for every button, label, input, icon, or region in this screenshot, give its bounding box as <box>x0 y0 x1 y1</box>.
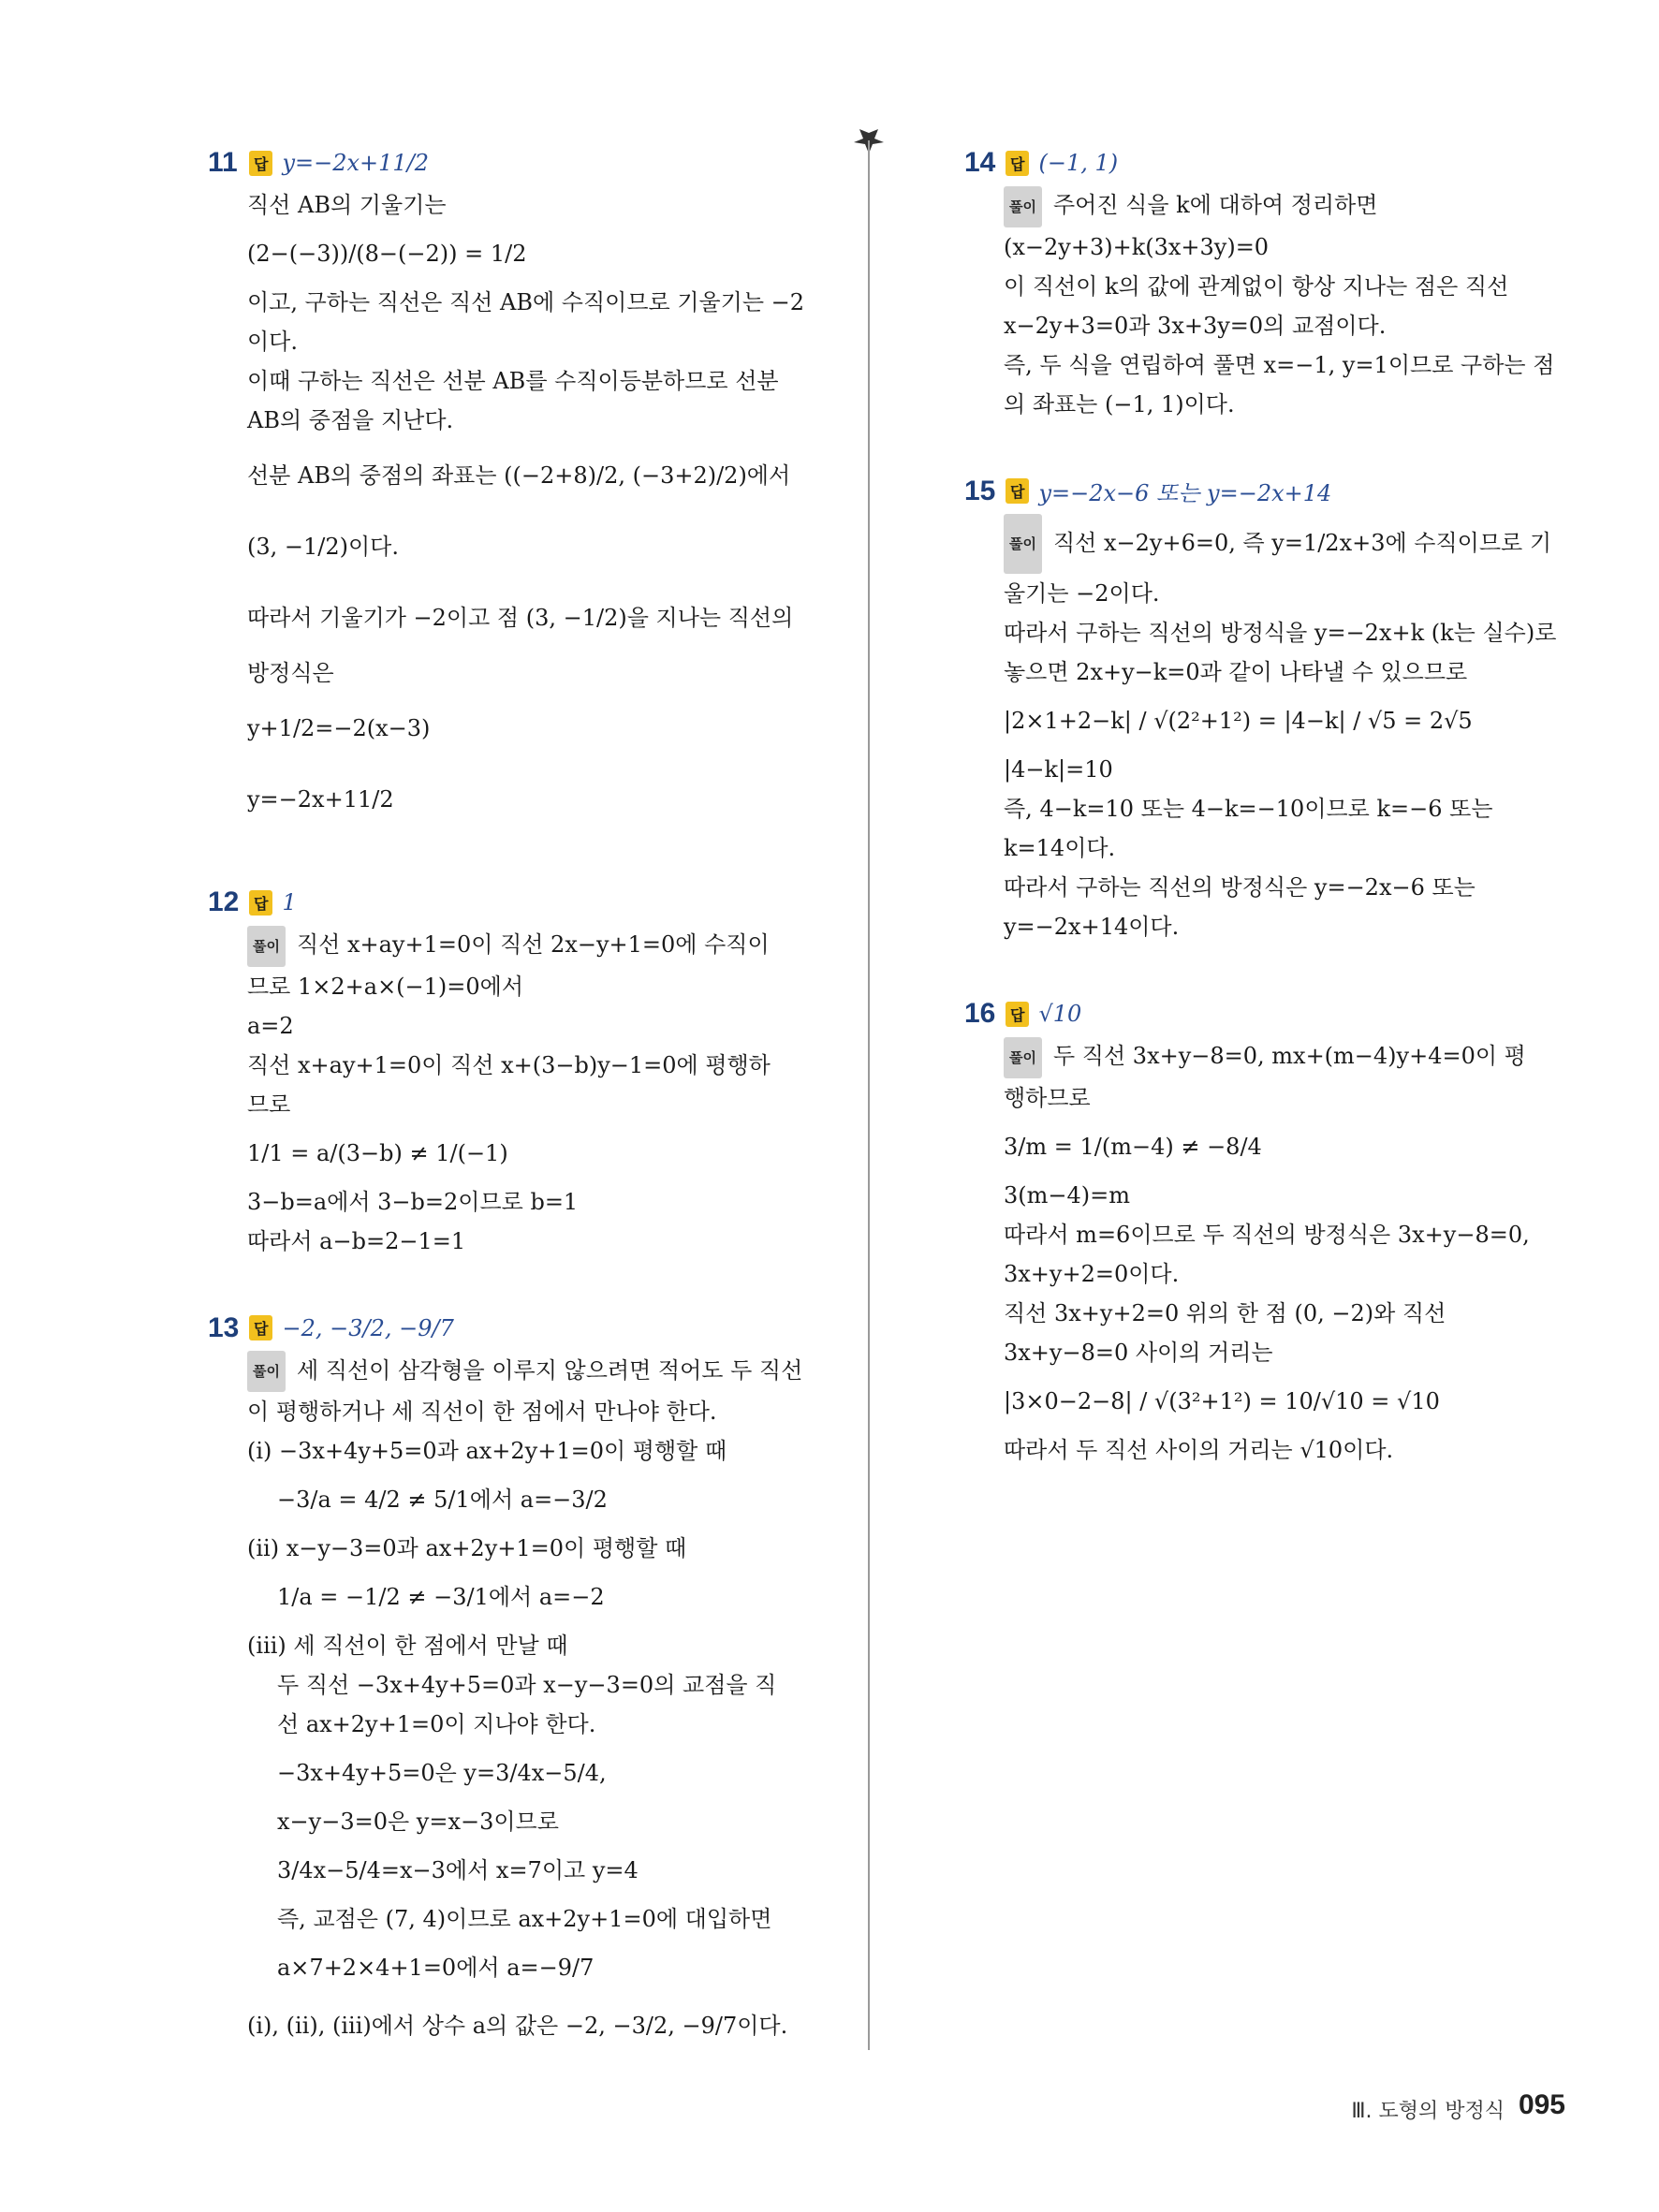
solution-line: 이 평행하거나 세 직선이 한 점에서 만나야 한다. <box>247 1399 717 1425</box>
page-number: 095 <box>1518 2089 1565 2120</box>
solution-line: (ⅲ) 세 직선이 한 점에서 만날 때 <box>247 1633 568 1659</box>
solution-line <box>1004 185 1535 227</box>
solution-line: −3/a = 4/2 ≠ 5/1에서 a=−3/2 <box>277 1487 608 1513</box>
solution-line: a×7+2×4+1=0에서 a=−9/7 <box>277 1955 595 1981</box>
solution-line: 이고, 구하는 직선은 직선 AB에 수직이므로 기울기는 −2 <box>247 289 805 315</box>
solution-line: 1/a = −1/2 ≠ −3/1에서 a=−2 <box>277 1584 605 1610</box>
solution-line: 따라서 m=6이므로 두 직선의 방정식은 3x+y−8=0, <box>1004 1221 1530 1248</box>
answer-text: y=−2x+11/2 <box>282 150 430 176</box>
answer-badge: 답 <box>249 1315 272 1340</box>
solution-line: 3(m−4)=m <box>1004 1181 1130 1209</box>
solution-line: 선분 AB의 중점의 좌표는 ((−2+8)/2, (−3+2)/2)에서 <box>247 462 791 489</box>
solution-line: |2×1+2−k| / √(2²+1²) = |4−k| / √5 = 2√5 <box>1004 708 1473 734</box>
solution-line: 따라서 기울기가 −2이고 점 (3, −1/2)을 지나는 직선의 <box>247 605 794 631</box>
solution-line <box>247 925 816 967</box>
problem-number: 15 <box>964 475 996 506</box>
section-title: Ⅲ. 도형의 방정식 <box>1351 2100 1505 2123</box>
solution-line: 따라서 구하는 직선의 방정식은 y=−2x−6 또는 <box>1004 874 1475 901</box>
solution-line: 므로 <box>247 1091 291 1118</box>
solution-line <box>1004 1036 1535 1078</box>
solution-line: (ⅱ) x−y−3=0과 ax+2y+1=0이 평행할 때 <box>247 1535 687 1561</box>
problem-13-header <box>208 1306 816 1351</box>
solution-line: y=−2x+14이다. <box>1004 914 1180 940</box>
problem-15-header <box>964 469 1535 514</box>
problem-16 <box>964 991 1535 1470</box>
solution-badge: 풀이 <box>247 926 286 967</box>
solution-line: 즉, 교점은 (7, 4)이므로 ax+2y+1=0에 대입하면 <box>277 1906 772 1932</box>
problem-number: 11 <box>208 147 238 178</box>
problem-13-solution <box>247 1351 816 2056</box>
solution-line: 의 좌표는 (−1, 1)이다. <box>1004 390 1235 417</box>
solution-line: 따라서 a−b=2−1=1 <box>247 1227 466 1254</box>
problem-number: 16 <box>964 998 996 1029</box>
solution-line: AB의 중점을 지난다. <box>247 407 454 433</box>
solution-text: 직선 x−2y+6=0, 즉 y=1/2x+3에 수직이므로 기 <box>1052 529 1552 556</box>
solution-line: k=14이다. <box>1004 835 1116 861</box>
problem-16-header <box>964 991 1535 1036</box>
solution-line: y=−2x+11/2 <box>247 786 394 813</box>
problem-15 <box>964 469 1557 947</box>
problem-14 <box>964 140 1555 424</box>
solution-line: 따라서 구하는 직선의 방정식을 y=−2x+k (k는 실수)로 <box>1004 620 1557 646</box>
solution-line: 두 직선 −3x+4y+5=0과 x−y−3=0의 교점을 직 <box>277 1672 777 1698</box>
solution-text: 직선 x+ay+1=0이 직선 2x−y+1=0에 수직이 <box>296 931 770 958</box>
solution-line: 방정식은 <box>247 660 334 686</box>
solution-line: (2−(−3))/(8−(−2)) = 1/2 <box>247 241 527 267</box>
solution-line: 놓으면 2x+y−k=0과 같이 나타낼 수 있으므로 <box>1004 659 1468 685</box>
answer-badge: 답 <box>1006 478 1029 504</box>
answer-text: y=−2x−6 또는 y=−2x+14 <box>1038 480 1332 506</box>
solution-line: 3−b=a에서 3−b=2이므로 b=1 <box>247 1188 579 1215</box>
solution-line: 직선 3x+y+2=0 위의 한 점 (0, −2)와 직선 <box>1004 1299 1446 1326</box>
problem-14-header <box>964 140 1535 185</box>
solution-line: |4−k|=10 <box>1004 756 1113 783</box>
solution-line: |3×0−2−8| / √(3²+1²) = 10/√10 = √10 <box>1004 1387 1440 1414</box>
problem-number: 13 <box>208 1311 240 1343</box>
answer-badge: 답 <box>1006 151 1029 176</box>
solution-line <box>247 1351 816 1393</box>
column-divider <box>868 140 870 2050</box>
problem-number: 14 <box>964 147 996 178</box>
solution-line: 울기는 −2이다. <box>1004 580 1160 607</box>
right-column <box>964 140 1557 1515</box>
solution-line: 1/1 = a/(3−b) ≠ 1/(−1) <box>247 1139 508 1166</box>
solution-line: (ⅰ), (ⅱ), (ⅲ)에서 상수 a의 값은 −2, −3/2, −9/7이다. <box>247 2013 788 2039</box>
solution-line: 직선 AB의 기울기는 <box>247 192 447 218</box>
answer-badge: 답 <box>1006 1002 1029 1027</box>
solution-text: 주어진 식을 k에 대하여 정리하면 <box>1052 192 1378 218</box>
solution-line: y+1/2=−2(x−3) <box>247 715 431 741</box>
problem-11-solution <box>247 185 816 835</box>
solution-line: 3x+y+2=0이다. <box>1004 1260 1180 1287</box>
solution-badge: 풀이 <box>1004 514 1042 574</box>
solution-line: (x−2y+3)+k(3x+3y)=0 <box>1004 233 1270 260</box>
solution-line: −3x+4y+5=0은 y=3/4x−5/4, <box>277 1760 607 1786</box>
solution-line: 직선 x+ay+1=0이 직선 x+(3−b)y−1=0에 평행하 <box>247 1051 771 1078</box>
problem-16-solution <box>1004 1036 1535 1470</box>
solution-line: a=2 <box>247 1012 294 1039</box>
problem-12 <box>208 880 816 1261</box>
problem-13 <box>208 1306 816 2056</box>
solution-badge: 풀이 <box>1004 186 1042 227</box>
answer-badge: 답 <box>249 151 272 176</box>
answer-text: (−1, 1) <box>1038 150 1119 176</box>
problem-12-solution <box>247 925 816 1261</box>
solution-line: 즉, 4−k=10 또는 4−k=−10이므로 k=−6 또는 <box>1004 796 1493 822</box>
solution-line: 이다. <box>247 329 298 355</box>
answer-text: 1 <box>282 889 297 916</box>
solution-text: 두 직선 3x+y−8=0, mx+(m−4)y+4=0이 평 <box>1052 1043 1526 1069</box>
problem-15-solution <box>1004 514 1557 947</box>
solution-text: 세 직선이 삼각형을 이루지 않으려면 적어도 두 직선 <box>296 1356 803 1384</box>
solution-line: 이 직선이 k의 값에 관계없이 항상 지나는 점은 직선 <box>1004 272 1509 300</box>
left-column <box>208 140 816 2100</box>
solution-line: 이때 구하는 직선은 선분 AB를 수직이등분하므로 선분 <box>247 368 779 394</box>
answer-text: −2, −3/2, −9/7 <box>282 1314 454 1341</box>
solution-line: 선 ax+2y+1=0이 지나야 한다. <box>277 1711 596 1737</box>
problem-12-header <box>208 880 816 925</box>
solution-line: 3x+y−8=0 사이의 거리는 <box>1004 1339 1273 1366</box>
solution-badge: 풀이 <box>247 1351 286 1392</box>
solution-line: (3, −1/2)이다. <box>247 534 399 560</box>
solution-line <box>1004 514 1552 575</box>
answer-text: √10 <box>1038 1001 1082 1027</box>
solution-line: x−y−3=0은 y=x−3이므로 <box>277 1809 559 1835</box>
problem-14-solution <box>1004 185 1555 424</box>
problem-number: 12 <box>208 886 240 917</box>
problem-11 <box>208 140 816 835</box>
solution-line: x−2y+3=0과 3x+3y=0의 교점이다. <box>1004 312 1387 339</box>
solution-line: 3/4x−5/4=x−3에서 x=7이고 y=4 <box>277 1857 639 1883</box>
solution-line: 따라서 두 직선 사이의 거리는 √10이다. <box>1004 1436 1394 1463</box>
answer-badge: 답 <box>249 890 272 916</box>
solution-line: 즉, 두 식을 연립하여 풀면 x=−1, y=1이므로 구하는 점 <box>1004 351 1555 378</box>
solution-line: 므로 1×2+a×(−1)=0에서 <box>247 973 524 1000</box>
solution-line: 행하므로 <box>1004 1084 1091 1111</box>
solution-badge: 풀이 <box>1004 1037 1042 1078</box>
problem-11-header <box>208 140 816 185</box>
solution-line: (ⅰ) −3x+4y+5=0과 ax+2y+1=0이 평행할 때 <box>247 1438 727 1464</box>
solution-line: 3/m = 1/(m−4) ≠ −8/4 <box>1004 1133 1262 1160</box>
